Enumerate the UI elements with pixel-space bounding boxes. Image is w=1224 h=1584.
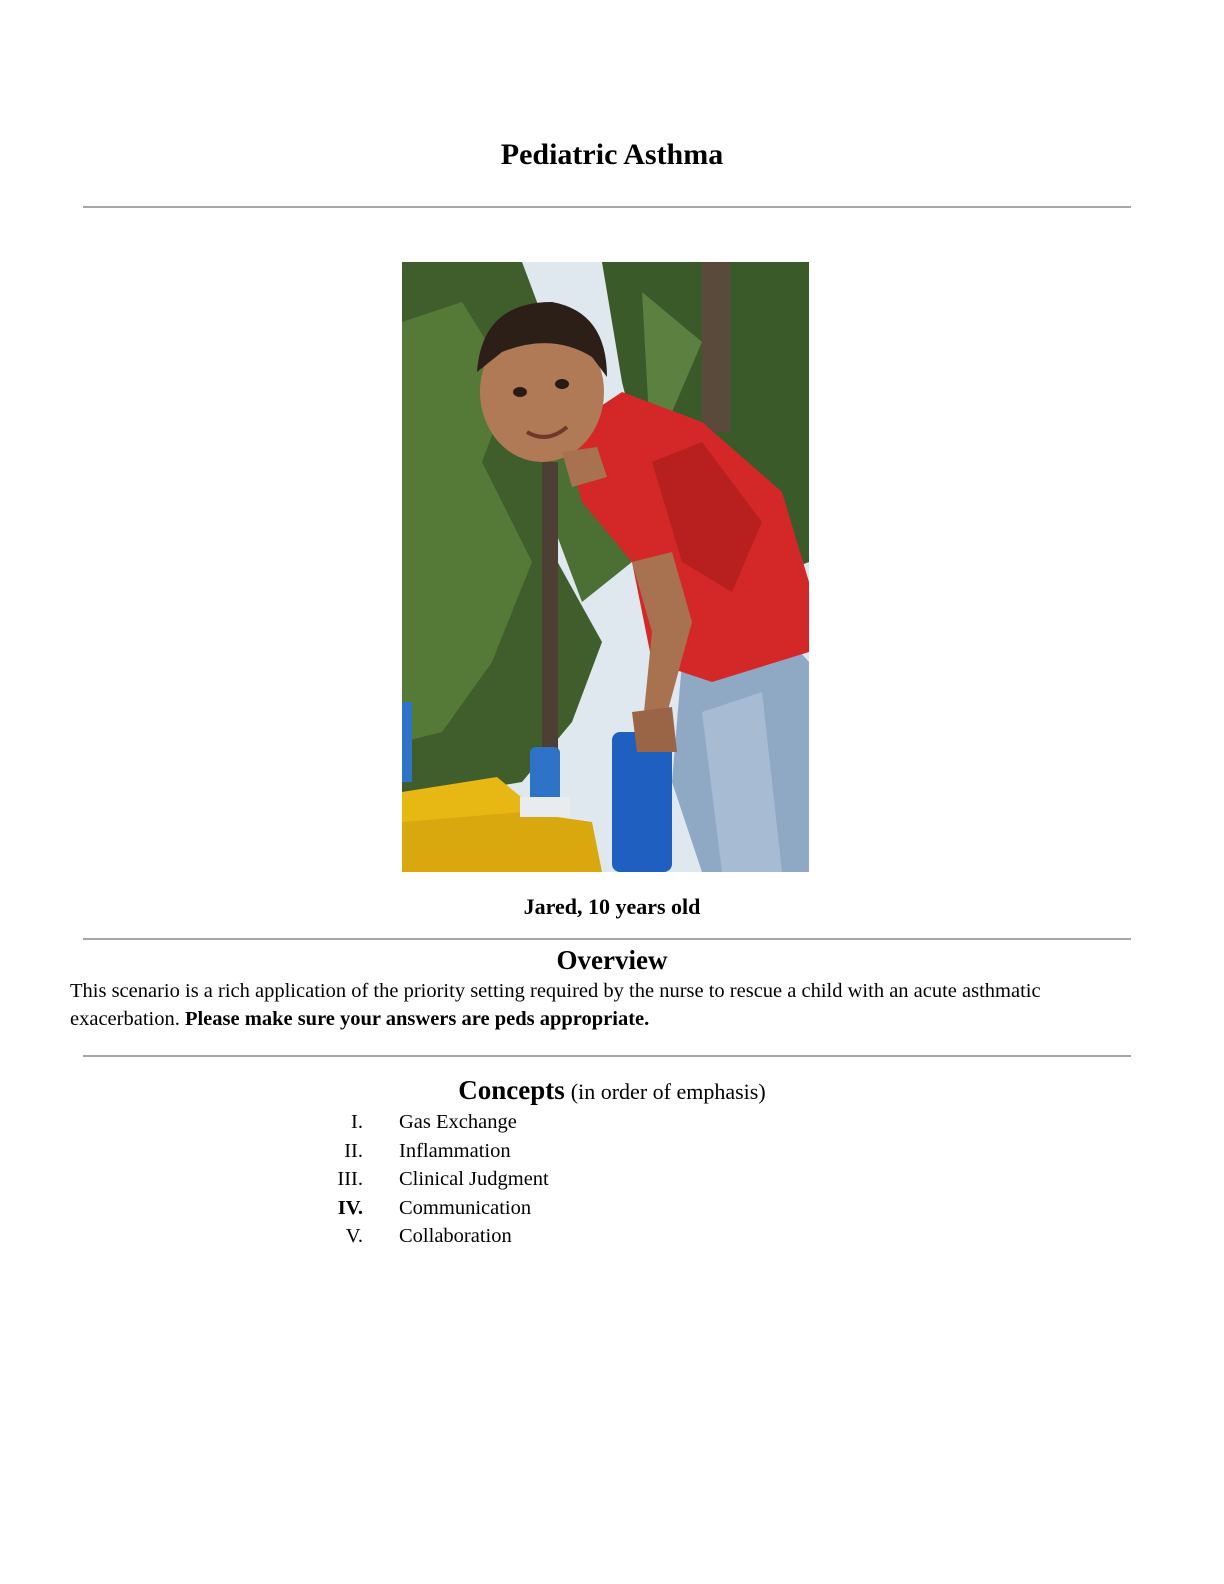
list-label: Communication [399, 1196, 532, 1219]
list-numeral: II. [344, 1139, 363, 1162]
list-label: Collaboration [399, 1225, 512, 1247]
list-numeral: I. [351, 1111, 363, 1133]
list-numeral: III. [337, 1168, 363, 1190]
concepts-subtitle: (in order of emphasis) [570, 1079, 766, 1104]
overview-text [70, 977, 1130, 1033]
page-title: Pediatric Asthma [500, 138, 724, 171]
overview-body: This scenario is a rich application of the priority setting required by the nurse to rescue a child with an acute asthmatic exacerbation. [70, 980, 1041, 1030]
overview-heading: Overview [556, 945, 668, 975]
list-numeral: V. [345, 1225, 363, 1247]
list-label: Clinical Judgment [399, 1168, 549, 1190]
overview-emphasis: Please make sure your answers are peds appropriate. [184, 1008, 650, 1030]
concepts-title: Concepts [458, 1075, 565, 1105]
patient-photo [402, 262, 809, 872]
divider [83, 206, 1131, 208]
list-label: Inflammation [399, 1139, 511, 1162]
list-numeral: IV. [337, 1196, 363, 1219]
photo-caption: Jared, 10 years old [523, 894, 701, 919]
list-label: Gas Exchange [399, 1111, 517, 1133]
divider [83, 1055, 1131, 1057]
divider [83, 938, 1131, 940]
concepts-heading [0, 1075, 1224, 1106]
